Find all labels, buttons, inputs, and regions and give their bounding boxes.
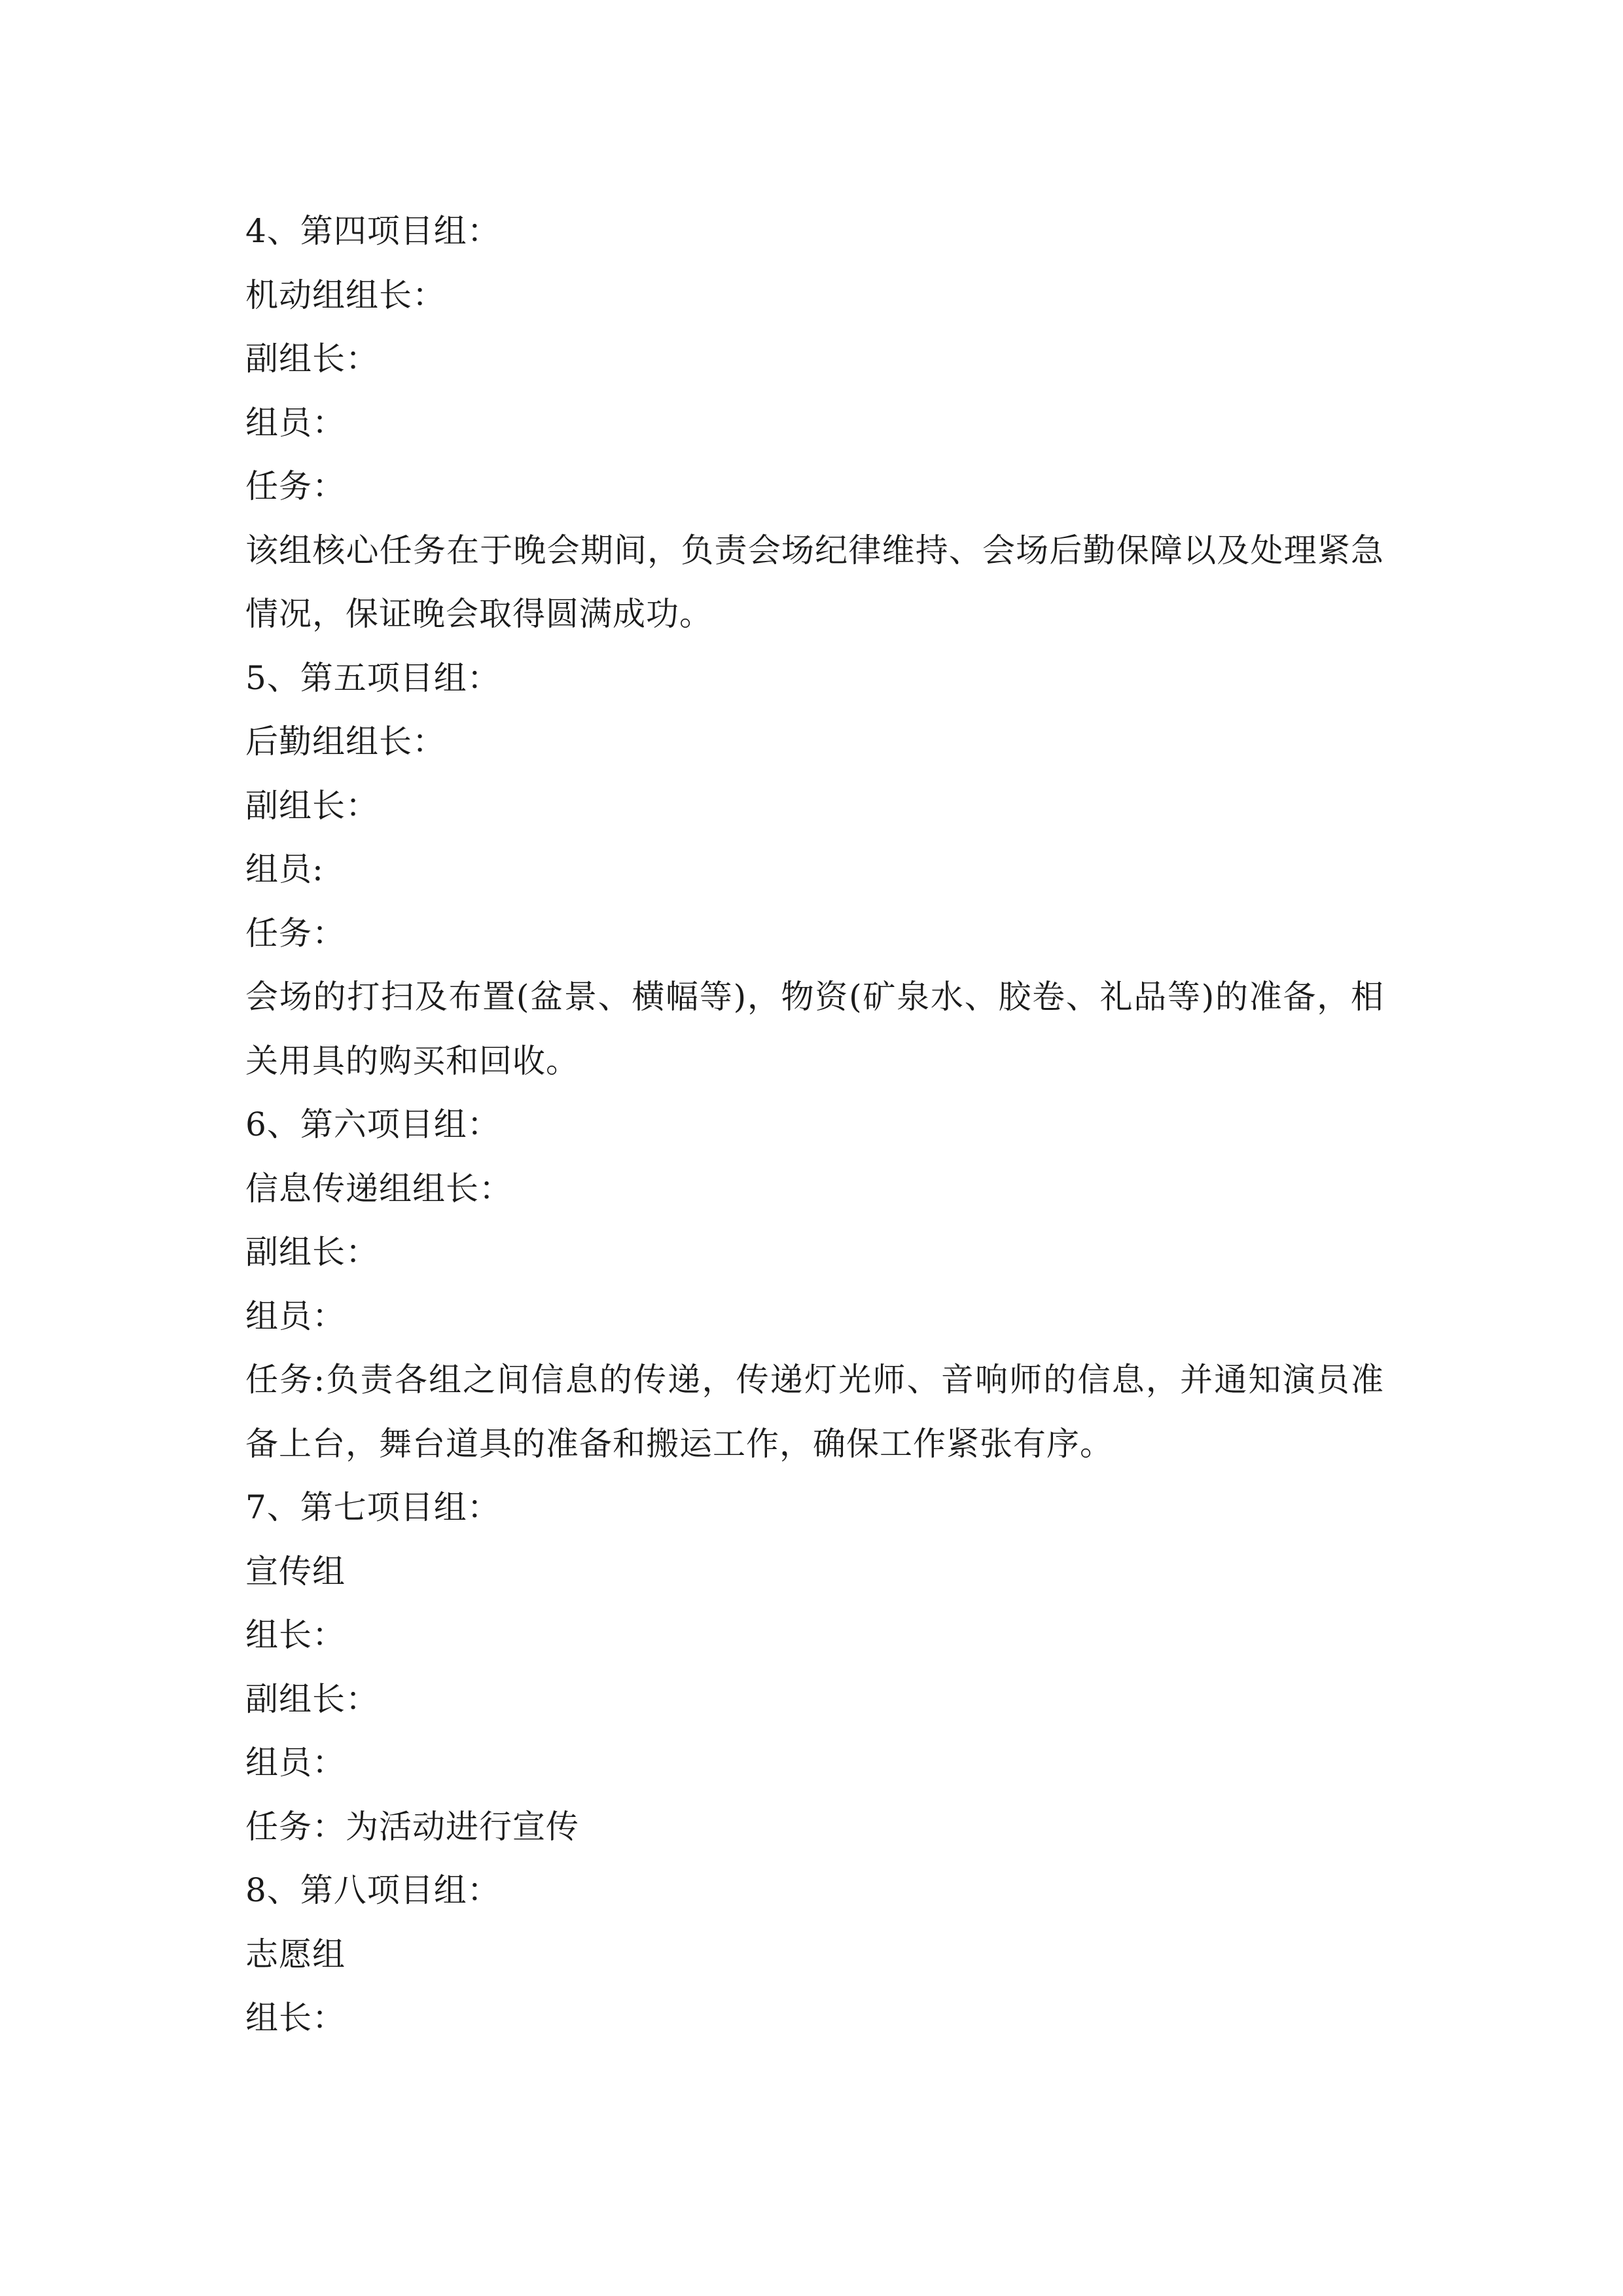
deputy-leader-label: 副组长： (245, 1233, 379, 1271)
section-heading-5: 5、第五项目组： (245, 658, 501, 697)
section-heading-8: 8、第八项目组： (245, 1871, 501, 1909)
task-description: 任务:负责各组之间信息的传递，传递灯光师、音响师的信息，并通知演员准备上台，舞台道具的准备和搬运工作，确保工作紧张有序。 (245, 1361, 1384, 1463)
group-leader-label: 后勤组组长： (245, 723, 446, 761)
members-label: 组员： (245, 1744, 346, 1782)
task-description: 该组核心任务在于晚会期间，负责会场纪律维持、会场后勤保障以及处理紧急情况，保证晚会取得圆满成功。 (245, 531, 1384, 633)
deputy-leader-label: 副组长： (245, 340, 379, 378)
section-heading-4: 4、第四项目组： (245, 212, 501, 250)
group-leader-label: 机动组组长： (245, 276, 446, 314)
group-leader-label: 信息传递组组长： (245, 1169, 512, 1208)
group-leader-label: 组长： (245, 1616, 346, 1654)
members-label: 组员： (245, 1297, 346, 1335)
group-name: 志愿组 (245, 1935, 346, 1973)
group-leader-label: 组长： (245, 1999, 346, 2037)
section-heading-6: 6、第六项目组： (245, 1105, 501, 1143)
section-heading-7: 7、第七项目组： (245, 1488, 501, 1526)
deputy-leader-label: 副组长： (245, 786, 379, 825)
task-label: 任务： (245, 467, 346, 505)
group-name: 宣传组 (245, 1552, 346, 1590)
members-label: 组员: (245, 850, 324, 888)
members-label: 组员： (245, 403, 346, 442)
task-label: 任务： (245, 914, 346, 952)
task-description: 会场的打扫及布置(盆景、横幅等)，物资(矿泉水、胶卷、礼品等)的准备，相关用具的购买和回收。 (245, 978, 1384, 1080)
task-description: 任务：为活动进行宣传 (245, 1807, 579, 1846)
deputy-leader-label: 副组长： (245, 1679, 379, 1718)
document-page (245, 200, 1384, 2051)
